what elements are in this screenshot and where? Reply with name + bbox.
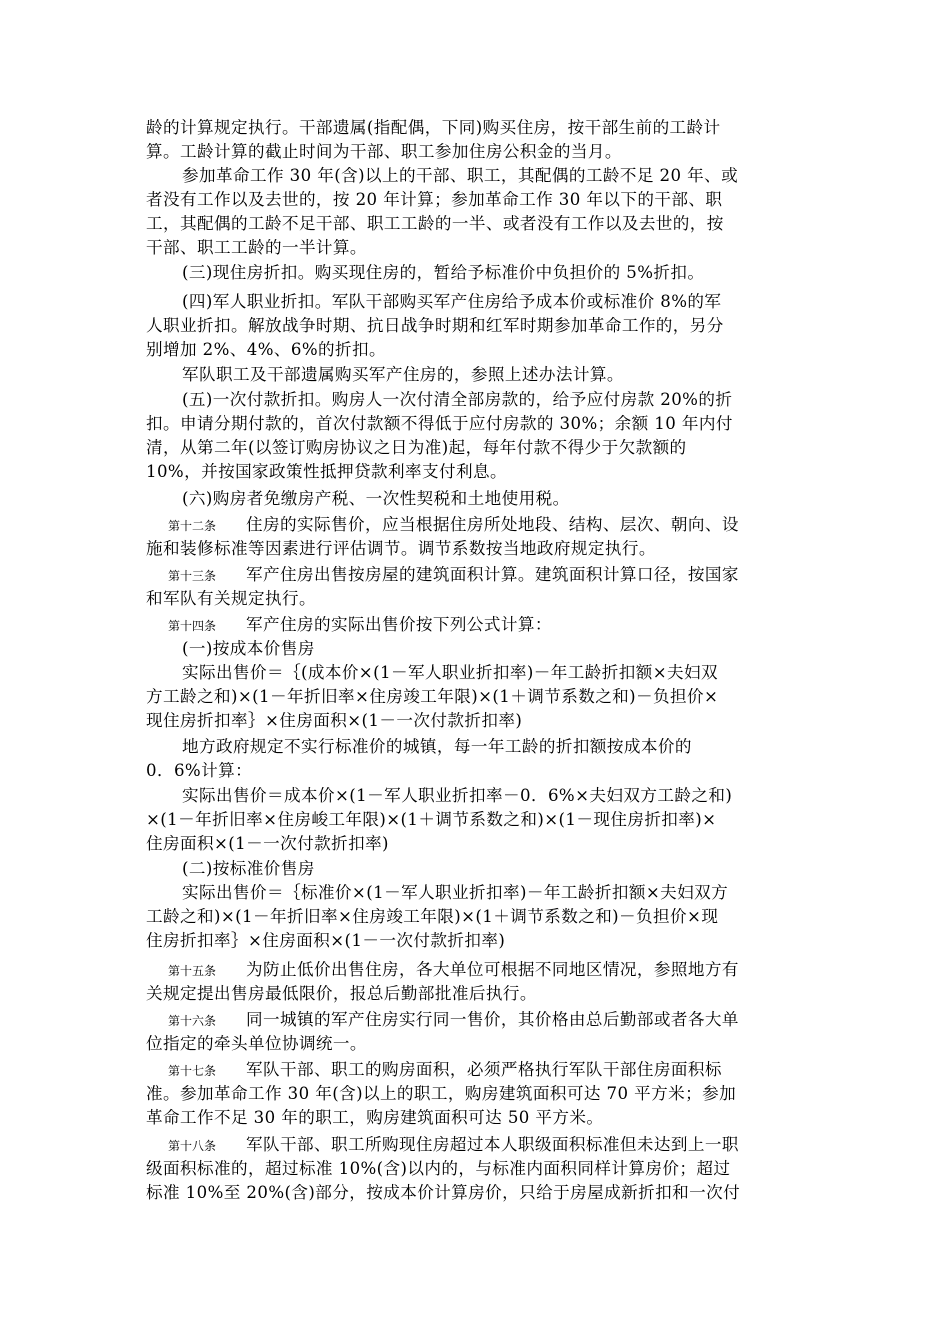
article-number: 第十三条	[168, 569, 217, 583]
text-line: (五)一次付款折扣。购房人一次付清全部房款的，给予应付房款 20%的折	[182, 390, 733, 409]
text-line: (二)按标准价售房	[182, 859, 315, 878]
article-text: 军队干部、职工的购房面积，必须严格执行军队干部住房面积标	[246, 1060, 722, 1079]
text-line: 关规定提出售房最低限价，报总后勤部批准后执行。	[146, 984, 537, 1003]
article-line	[146, 613, 552, 638]
text-line: 0．6%计算：	[146, 761, 253, 780]
text-line: 住房折扣率｝×住房面积×(1－一次付款折扣率)	[146, 931, 506, 950]
text-line: 实际出售价＝｛标准价×(1－军人职业折扣率)－年工龄折扣额×夫妇双方	[182, 883, 729, 902]
text-line: 方工龄之和)×(1－年折旧率×住房竣工年限)×(1＋调节系数之和)－负担价×	[146, 687, 719, 706]
text-line: 革命工作不足 30 年的职工，购房建筑面积可达 50 平方米。	[146, 1108, 604, 1127]
article-text: 为防止低价出售住房，各大单位可根据不同地区情况，参照地方有	[246, 960, 739, 979]
article-line	[146, 1008, 739, 1033]
text-line: 干部、职工工龄的一半计算。	[146, 238, 367, 257]
text-line: (六)购房者免缴房产税、一次性契税和土地使用税。	[182, 489, 570, 508]
text-line: 10%，并按国家政策性抵押贷款利率支付利息。	[146, 462, 507, 481]
article-number: 第十八条	[168, 1139, 217, 1153]
article-line	[146, 958, 739, 983]
text-line: 施和装修标准等因素进行评估调节。调节系数按当地政府规定执行。	[146, 539, 656, 558]
text-line: 者没有工作以及去世的，按 20 年计算；参加革命工作 30 年以下的干部、职	[146, 190, 723, 209]
text-line: 实际出售价＝成本价×(1－军人职业折扣率－0．6%×夫妇双方工龄之和)	[182, 786, 733, 805]
text-line: 和军队有关规定执行。	[146, 589, 316, 608]
article-number: 第十二条	[168, 519, 217, 533]
text-line: 人职业折扣。解放战争时期、抗日战争时期和红军时期参加革命工作的，另分	[146, 316, 724, 335]
text-line: 工，其配偶的工龄不足干部、职工工龄的一半、或者没有工作以及去世的，按	[146, 214, 724, 233]
text-line: 准。参加革命工作 30 年(含)以上的职工，购房建筑面积可达 70 平方米；参加	[146, 1084, 737, 1103]
text-line: 地方政府规定不实行标准价的城镇，每一年工龄的折扣额按成本价的	[182, 737, 692, 756]
text-line: 龄的计算规定执行。干部遗属(指配偶，下同)购买住房，按干部生前的工龄计	[146, 118, 721, 137]
text-line: 标准 10%至 20%(含)部分，按成本价计算房价，只给于房屋成新折扣和一次付	[146, 1183, 741, 1202]
text-line: 现住房折扣率｝×住房面积×(1－一次付款折扣率)	[146, 711, 523, 730]
article-line	[146, 1058, 722, 1083]
article-text: 军产住房的实际出售价按下列公式计算：	[246, 615, 552, 634]
article-text: 军产住房出售按房屋的建筑面积计算。建筑面积计算口径，按国家	[246, 565, 739, 584]
article-line	[146, 513, 739, 538]
article-line	[146, 563, 739, 588]
text-line: 参加革命工作 30 年(含)以上的干部、职工，其配偶的工龄不足 20 年、或	[182, 166, 739, 185]
article-number: 第十五条	[168, 964, 217, 978]
article-number: 第十六条	[168, 1014, 217, 1028]
article-text: 军队干部、职工所购现住房超过本人职级面积标准但未达到上一职	[246, 1135, 739, 1154]
article-number: 第十七条	[168, 1064, 217, 1078]
text-line: 算。工龄计算的截止时间为干部、职工参加住房公积金的当月。	[146, 142, 622, 161]
text-line: 军队职工及干部遗属购买军产住房的，参照上述办法计算。	[182, 365, 624, 384]
article-text: 同一城镇的军产住房实行同一售价，其价格由总后勤部或者各大单	[246, 1010, 739, 1029]
article-text: 住房的实际售价，应当根据住房所处地段、结构、层次、朝向、设	[246, 515, 739, 534]
text-line: ×(1－年折旧率×住房峻工年限)×(1＋调节系数之和)×(1－现住房折扣率)×	[146, 810, 717, 829]
text-line: 住房面积×(1－一次付款折扣率)	[146, 834, 389, 853]
article-number: 第十四条	[168, 619, 217, 633]
text-line: (四)军人职业折扣。军队干部购买军产住房给予成本价或标准价 8%的军	[182, 292, 722, 311]
text-line: 位指定的牵头单位协调统一。	[146, 1034, 367, 1053]
article-line	[146, 1133, 739, 1158]
text-line: 清，从第二年(以签订购房协议之日为准)起，每年付款不得少于欠款额的	[146, 438, 687, 457]
text-line: 实际出售价＝｛(成本价×(1－军人职业折扣率)－年工龄折扣额×夫妇双	[182, 663, 719, 682]
text-line: (三)现住房折扣。购买现住房的，暂给予标准价中负担价的 5%折扣。	[182, 263, 705, 282]
text-line: 别增加 2%、4%、6%的折扣。	[146, 340, 386, 359]
text-line: 级面积标准的，超过标准 10%(含)以内的，与标准内面积同样计算房价；超过	[146, 1159, 731, 1178]
text-line: 工龄之和)×(1－年折旧率×住房竣工年限)×(1＋调节系数之和)－负担价×现	[146, 907, 719, 926]
text-line: 扣。申请分期付款的，首次付款额不得低于应付房款的 30%；余额 10 年内付	[146, 414, 733, 433]
text-line: (一)按成本价售房	[182, 639, 315, 658]
